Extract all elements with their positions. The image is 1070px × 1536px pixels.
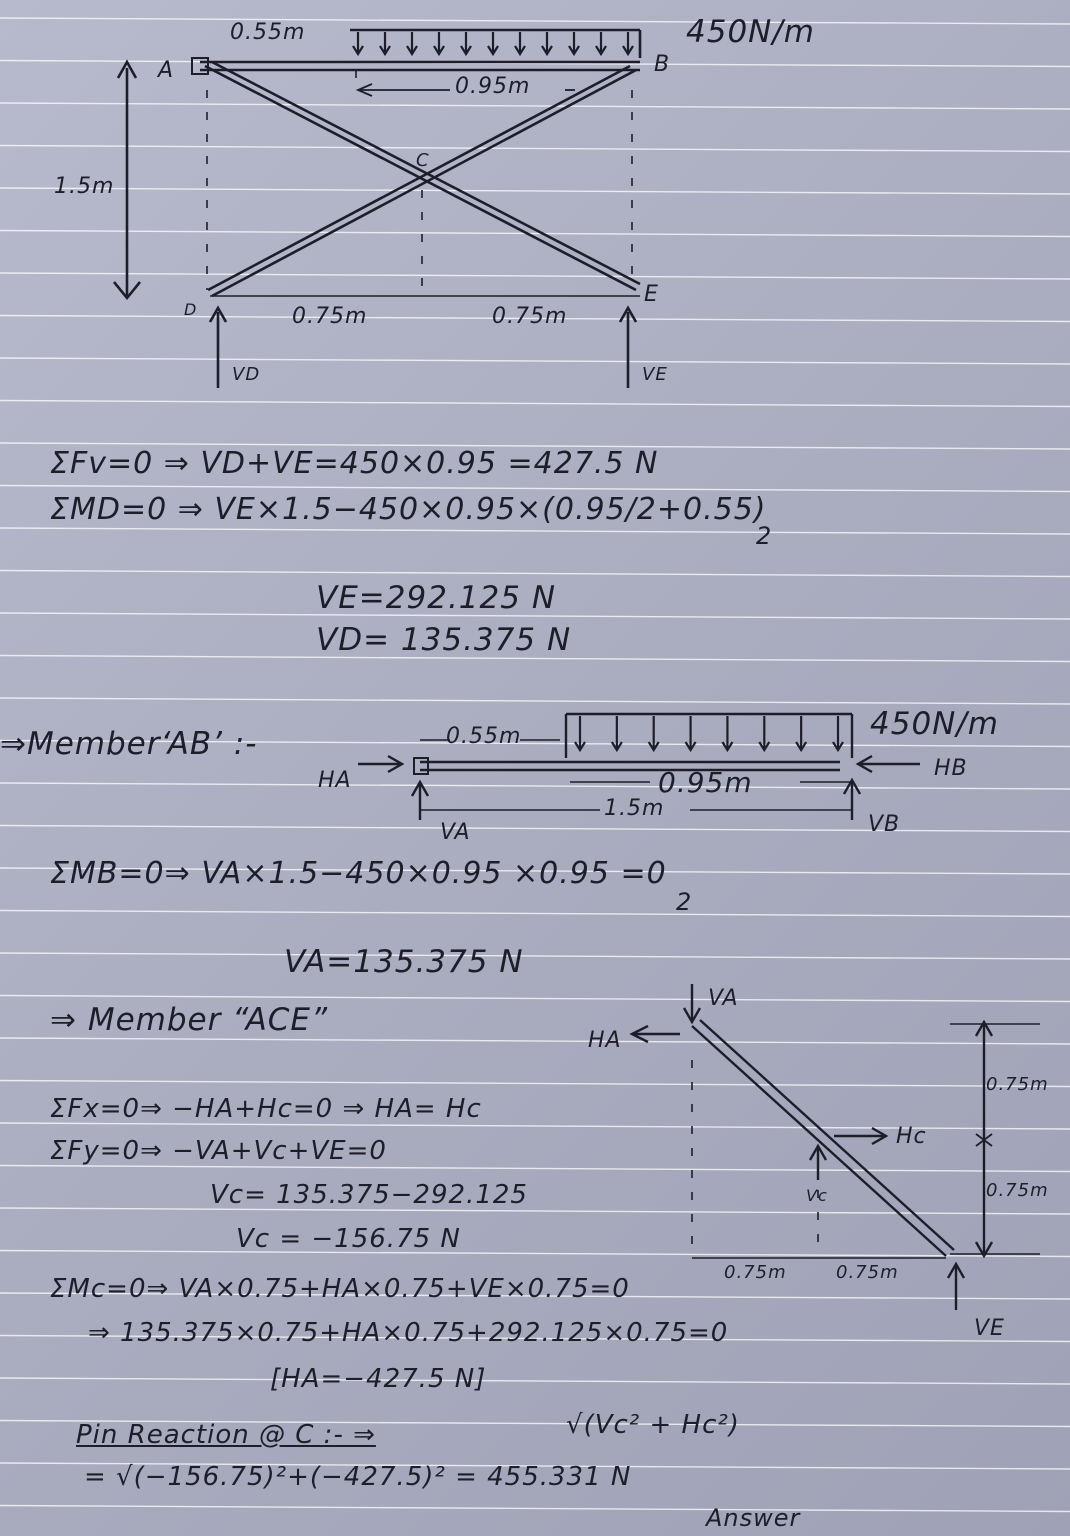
ruled-line bbox=[0, 571, 1070, 577]
member-ace-heading: ⇒ Member “ACE” bbox=[50, 1002, 329, 1038]
member-ab-result-va: VA=135.375 N bbox=[284, 944, 524, 980]
ruled-line bbox=[0, 486, 1070, 492]
height-label: 1.5m bbox=[54, 174, 115, 199]
member-ace-dim-top: 0.75m bbox=[986, 1074, 1049, 1095]
reaction-d-label: VD bbox=[232, 364, 261, 385]
member-ace-hc: Hc bbox=[896, 1124, 927, 1149]
member-ab-ha: HA bbox=[318, 768, 352, 793]
node-a-label: A bbox=[158, 58, 175, 83]
member-ace-va: VA bbox=[708, 986, 739, 1011]
member-ace-dim-left: 0.75m bbox=[724, 1262, 787, 1283]
equation-sum-fx: ΣFx=0⇒ −HA+Hc=0 ⇒ HA= Hc bbox=[50, 1094, 482, 1124]
member-ace-ve: VE bbox=[974, 1316, 1005, 1341]
member-ab-len-left: 0.55m bbox=[446, 724, 522, 749]
member-ab-moment-eq: ΣMB=0⇒ VA×1.5−450×0.95 ×0.95 =0 bbox=[50, 856, 667, 891]
reaction-e-label: VE bbox=[642, 364, 668, 385]
len-mid-label: 0.95m bbox=[455, 74, 531, 99]
pin-reaction-formula: √(Vc² + Hc²) bbox=[566, 1410, 740, 1440]
equation-md-denominator: 2 bbox=[756, 522, 773, 550]
member-ab-va: VA bbox=[440, 820, 471, 845]
len-bottom-right-label: 0.75m bbox=[492, 304, 568, 329]
equation-sum-fv: ΣFv=0 ⇒ VD+VE=450×0.95 =427.5 N bbox=[50, 446, 659, 481]
ruled-line bbox=[0, 953, 1070, 959]
ruled-line bbox=[0, 826, 1070, 832]
member-ab-hb: HB bbox=[934, 756, 968, 781]
result-vd: VD= 135.375 N bbox=[316, 622, 572, 658]
pin-reaction-heading: Pin Reaction @ C :- ⇒ bbox=[76, 1420, 376, 1450]
member-ab-vb: VB bbox=[868, 812, 901, 837]
equation-sum-fy: ΣFy=0⇒ −VA+Vc+VE=0 bbox=[50, 1136, 387, 1166]
member-ab-len-15: 1.5m bbox=[604, 796, 665, 821]
ruled-line bbox=[0, 1506, 1070, 1512]
ruled-line bbox=[0, 528, 1070, 534]
member-ab-moment-denominator: 2 bbox=[676, 888, 693, 916]
len-bottom-left-label: 0.75m bbox=[292, 304, 368, 329]
load-arrows bbox=[353, 32, 633, 54]
ruled-line bbox=[0, 911, 1070, 917]
node-d-label: D bbox=[184, 300, 198, 319]
load-label: 450N/m bbox=[686, 14, 816, 50]
node-e-label: E bbox=[644, 282, 659, 307]
result-ha: [HA=−427.5 N] bbox=[270, 1364, 487, 1394]
pin-reaction-calc: = √(−156.75)²+(−427.5)² = 455.331 N bbox=[84, 1462, 632, 1492]
equation-sum-mc-2: ⇒ 135.375×0.75+HA×0.75+292.125×0.75=0 bbox=[88, 1318, 729, 1348]
member-ab-heading: ⇒Member‘AB’ :- bbox=[0, 726, 258, 762]
member-ab-load: 450N/m bbox=[870, 706, 1000, 742]
equation-vc-2: Vc = −156.75 N bbox=[236, 1224, 461, 1254]
result-ve: VE=292.125 N bbox=[316, 580, 557, 616]
member-ace-dim-right: 0.75m bbox=[836, 1262, 899, 1283]
member-ab-load-arrows bbox=[575, 716, 843, 750]
equation-sum-mc: ΣMc=0⇒ VA×0.75+HA×0.75+VE×0.75=0 bbox=[50, 1274, 630, 1304]
answer-label: Answer bbox=[706, 1504, 801, 1532]
member-ab-len-095: 0.95m bbox=[658, 766, 753, 799]
member-ace-ha: HA bbox=[588, 1028, 622, 1053]
node-c-label: C bbox=[416, 150, 430, 171]
equation-vc-1: Vc= 135.375−292.125 bbox=[210, 1180, 528, 1210]
member-ace-vc: Vc bbox=[806, 1186, 828, 1205]
ruled-line bbox=[0, 1378, 1070, 1384]
equation-sum-md: ΣMD=0 ⇒ VE×1.5−450×0.95×(0.95/2+0.55) bbox=[50, 492, 767, 527]
member-ace-dim-bottom: 0.75m bbox=[986, 1180, 1049, 1201]
node-b-label: B bbox=[654, 52, 671, 77]
len-left-label: 0.55m bbox=[230, 20, 306, 45]
